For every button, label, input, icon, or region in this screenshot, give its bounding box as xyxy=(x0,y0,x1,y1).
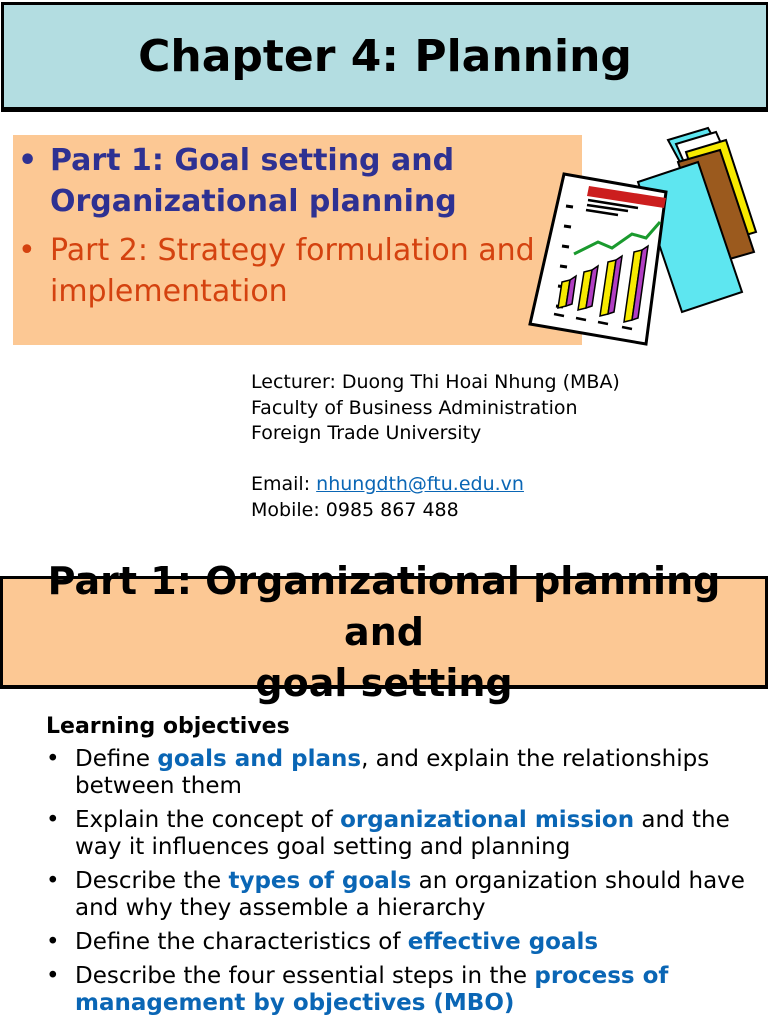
email-label: Email: xyxy=(251,473,317,495)
part-1-header xyxy=(0,558,768,705)
objective-text: , and explain the relationships between them xyxy=(75,746,710,799)
objective-text: Define xyxy=(75,746,158,772)
part-1-title-line-1: Part 1: Organizational planning and xyxy=(47,558,721,654)
list-item: • Explain the concept of organizational mission and the way it influences goal setting and planning xyxy=(46,807,730,860)
objective-text: Describe the four essential steps in the xyxy=(75,963,535,989)
learning-objectives xyxy=(46,712,746,1024)
part-1-line-2: Organizational planning xyxy=(50,184,457,219)
email-row xyxy=(251,472,620,498)
learning-objectives-title: Learning objectives xyxy=(46,714,290,739)
list-item: • Define the characteristics of effective goals xyxy=(46,929,599,955)
objective-text: Define the characteristics of xyxy=(75,929,408,955)
part-2-line-2: implementation xyxy=(50,274,288,309)
objective-keyword: goals and plans xyxy=(157,746,362,772)
lecturer-name: Lecturer: Duong Thi Hoai Nhung (MBA) xyxy=(251,371,620,393)
email-link[interactable]: nhungdth@ftu.edu.vn xyxy=(316,473,524,495)
list-item: • Define goals and plans, and explain the relationships between them xyxy=(46,746,710,799)
objective-keyword: process of management by objectives (MBO) xyxy=(75,963,669,1016)
slide-title: Chapter 4: Planning xyxy=(138,30,632,82)
objective-text: and the way it influences goal setting and planning xyxy=(75,807,730,860)
objective-text: an organization should have and why they assemble a hierarchy xyxy=(75,868,745,921)
university: Foreign Trade University xyxy=(251,422,482,444)
chart-documents-icon xyxy=(528,122,762,354)
bullet: • xyxy=(18,233,36,268)
objective-text: Describe the xyxy=(75,868,229,894)
objective-keyword: organizational mission xyxy=(340,807,635,833)
part-1-title-line-2: goal setting xyxy=(255,660,513,705)
bullet: • xyxy=(18,143,38,178)
objective-keyword: effective goals xyxy=(407,929,599,955)
lecturer-contact xyxy=(251,370,620,523)
list-item: • Describe the types of goals an organization should have and why they assemble a hierarchy xyxy=(46,868,745,921)
part-2-line-1: Part 2: Strategy formulation and xyxy=(50,233,535,268)
part-1-line-1: Part 1: Goal setting and xyxy=(50,143,455,178)
objectives-list xyxy=(46,746,746,1017)
mobile: Mobile: 0985 867 488 xyxy=(251,498,459,521)
slide-title-box xyxy=(1,2,768,112)
list-item: • Describe the four essential steps in the process of management by objectives (MBO) xyxy=(46,963,669,1016)
part-1-title xyxy=(3,556,765,709)
objective-keyword: types of goals xyxy=(228,868,412,894)
faculty: Faculty of Business Administration xyxy=(251,396,578,419)
objective-text: Explain the concept of xyxy=(75,807,341,833)
